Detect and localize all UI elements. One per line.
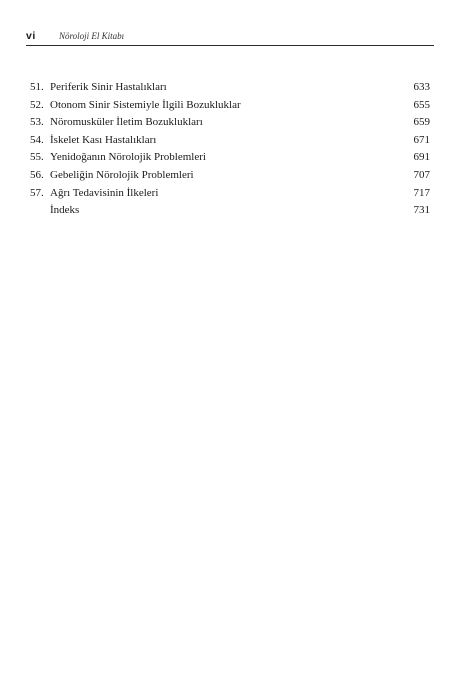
header-rule	[26, 45, 434, 46]
toc-entry	[30, 167, 430, 185]
toc-entry	[30, 132, 430, 150]
toc-entry-title: Otonom Sinir Sistemiyle İlgili Bozukluklar	[50, 98, 241, 111]
toc-entry-number: 51.	[30, 81, 44, 93]
table-of-contents	[30, 79, 430, 220]
toc-entry-page: 731	[413, 204, 430, 217]
toc-entry-number: 56.	[30, 168, 44, 181]
toc-entry-number: 57.	[30, 186, 44, 199]
toc-entry-page: 707	[413, 168, 430, 181]
toc-entry-page: 671	[413, 133, 430, 146]
toc-entry-title: Periferik Sinir Hastalıkları	[50, 81, 167, 93]
toc-entry-page: 659	[413, 116, 430, 129]
toc-entry-title: İndeks	[50, 204, 80, 217]
toc-entry	[30, 149, 430, 167]
toc-entry-index	[30, 202, 430, 220]
running-title: Nöroloji El Kitabı	[59, 31, 125, 41]
toc-entry-title: İskelet Kası Hastalıkları	[50, 133, 157, 146]
toc-entry-number: 54.	[30, 133, 44, 146]
toc-entry	[30, 79, 430, 97]
toc-entry-page: 633	[413, 81, 430, 93]
toc-entry	[30, 185, 430, 203]
toc-entry	[30, 97, 430, 115]
toc-entry-number: 55.	[30, 151, 44, 164]
toc-entry-title: Gebeliğin Nörolojik Problemleri	[50, 168, 194, 181]
toc-entry-number: 53.	[30, 116, 44, 129]
toc-entry-number: 52.	[30, 98, 44, 111]
toc-entry-page: 691	[413, 151, 430, 164]
toc-entry-title: Ağrı Tedavisinin İlkeleri	[50, 186, 159, 199]
toc-entry-page: 717	[413, 186, 430, 199]
toc-entry-title: Yenidoğanın Nörolojik Problemleri	[50, 151, 206, 164]
page-header	[26, 30, 434, 44]
toc-entry-page: 655	[413, 98, 430, 111]
page-number: vi	[26, 30, 36, 42]
toc-entry	[30, 114, 430, 132]
toc-entry-title: Nöromusküler İletim Bozuklukları	[50, 116, 203, 129]
